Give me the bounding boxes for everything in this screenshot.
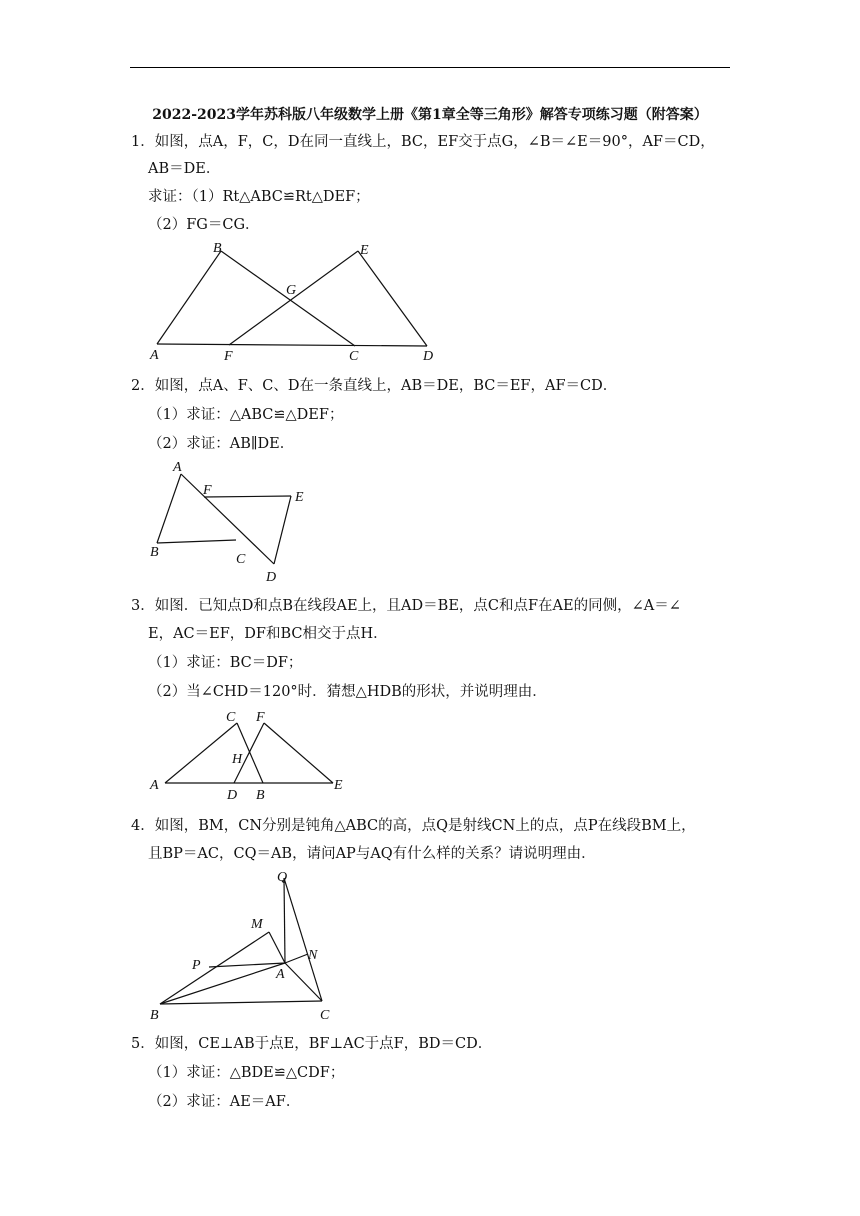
problem-2-line-2: （1）求证：△ABC≌△DEF； [148, 407, 344, 423]
figure-4-label-b: B [150, 1008, 159, 1023]
figure-1-label-c: C [349, 349, 359, 364]
figure-3-label-e: E [334, 778, 343, 793]
problem-2-line-3: （2）求证：AB∥DE． [148, 436, 295, 452]
figure-2-label-c: C [236, 552, 246, 567]
figure-3-label-f: F [256, 710, 265, 725]
figure-1-label-b: B [213, 241, 222, 256]
figure-1-label-d: D [423, 349, 434, 364]
page-title: 2022-2023学年苏科版八年级数学上册《第1章全等三角形》解答专项练习题（附答案） [152, 107, 708, 123]
figure-2-label-b: B [150, 545, 159, 560]
problem-1-line-2: AB＝DE． [148, 161, 221, 177]
problem-2-line-1: 2．如图，点A、F、C、D在一条直线上，AB＝DE，BC＝EF，AF＝CD． [131, 378, 618, 394]
figure-2-label-d: D [266, 570, 277, 585]
problem-3-line-3: （1）求证：BC＝DF； [148, 655, 303, 671]
problem-4-line-1: 4．如图，BM，CN分别是钝角△ABC的高，点Q是射线CN上的点，点P在线段BM上， [131, 818, 696, 834]
problem-1-line-3: 求证：（1）Rt△ABC≌Rt△DEF； [148, 189, 370, 205]
problem-5-line-2: （1）求证：△BDE≌△CDF； [148, 1065, 345, 1081]
figure-2-label-f: F [203, 483, 212, 498]
figure-4-label-c: C [320, 1008, 330, 1023]
figure-3-label-a: A [150, 778, 159, 793]
figure-4-label-n: N [308, 948, 318, 963]
figure-4-label-q: Q [277, 870, 288, 885]
figure-1-label-a: A [150, 348, 159, 363]
problem-5-line-1: 5．如图，CE⊥AB于点E，BF⊥AC于点F，BD＝CD． [131, 1036, 493, 1052]
problem-1-line-4: （2）FG＝CG． [148, 217, 260, 233]
problem-3-line-1: 3．如图．已知点D和点B在线段AE上，且AD＝BE，点C和点F在AE的同侧，∠A＝∠ [131, 598, 681, 614]
figure-4-label-p: P [192, 958, 201, 973]
problem-5-line-3: （2）求证：AE＝AF． [148, 1094, 301, 1110]
figure-3-label-c: C [226, 710, 236, 725]
figure-3-label-h: H [232, 752, 243, 767]
figure-1 [140, 238, 460, 366]
figure-2 [140, 456, 320, 586]
problem-3-line-2: E，AC＝EF，DF和BC相交于点H． [148, 626, 388, 642]
header-rule [130, 67, 730, 68]
figure-2-label-a: A [173, 460, 182, 475]
problem-3-line-4: （2）当∠CHD＝120°时．猜想△HDB的形状，并说明理由． [148, 684, 547, 700]
problem-4-line-2: 且BP＝AC，CQ＝AB，请问AP与AQ有什么样的关系？请说明理由． [148, 846, 596, 862]
problem-1-line-1: 1．如图，点A，F，C，D在同一直线上，BC，EF交于点G，∠B＝∠E＝90°，AF＝CD， [131, 134, 715, 150]
figure-3-label-b: B [256, 788, 265, 803]
figure-2-label-e: E [295, 490, 304, 505]
figure-4 [140, 866, 340, 1026]
figure-3 [140, 706, 360, 806]
figure-1-label-f: F [224, 349, 233, 364]
figure-4-label-a: A [276, 967, 285, 982]
figure-4-label-m: M [251, 917, 263, 932]
figure-1-label-g: G [286, 283, 297, 298]
figure-1-label-e: E [360, 243, 369, 258]
figure-3-label-d: D [227, 788, 238, 803]
